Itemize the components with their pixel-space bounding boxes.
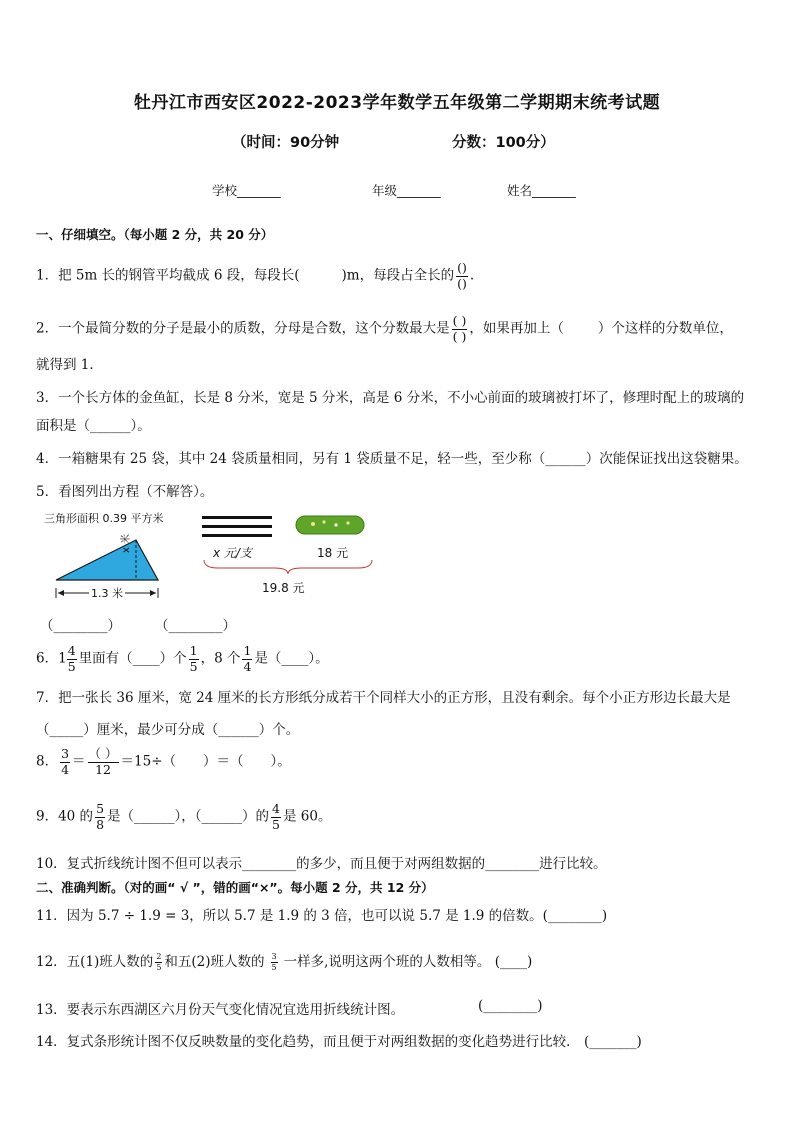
school-field: 学校_______	[212, 183, 281, 198]
q2-fraction-blank: $\frac{( )}{( )}$	[452, 313, 467, 344]
pencil-3	[202, 534, 272, 537]
q12-fraction-1: $\frac{2}{5}$	[156, 952, 162, 972]
q5-answer-blank-2[interactable]: （________）	[155, 618, 236, 634]
q6-fraction-3: $\frac{1}{4}$	[243, 643, 252, 674]
q9-text-c: 是 60。	[282, 808, 332, 825]
q2-text-a: 2．一个最简分数的分子是最小的质数，分母是合数，这个分数最大是	[36, 320, 450, 337]
q1-text-a: 1．把 5m 长的钢管平均截成 6 段，每段长(	[36, 267, 300, 284]
pencil-case-dot-2	[322, 520, 325, 523]
q9-text-a: 9．40 的	[36, 808, 94, 825]
pencil-case-dot-4	[346, 521, 349, 524]
pencil-1	[202, 516, 272, 519]
question-12	[36, 950, 532, 972]
grade-field: 年级_______	[372, 183, 441, 198]
price-label: x 元/支	[213, 546, 252, 560]
question-4: 4．一箱糖果有 25 袋，其中 24 袋质量相同，另有 1 袋质量不足，轻一些，至少称（______）次能保证找出这袋糖果。	[36, 451, 748, 467]
question-9	[36, 803, 331, 831]
base-arrow-left	[58, 590, 64, 596]
pencil-case-dot-1	[311, 522, 315, 526]
pencils-figure	[198, 512, 378, 574]
q12-text-a: 12．五(1)班人数的	[36, 954, 154, 970]
q5-answer-blank-1[interactable]: （________）	[40, 618, 121, 634]
q1-text-b: )m，每段占全长的	[341, 267, 455, 284]
q6-text-a: 6．1	[36, 650, 67, 667]
q13-answer-blank[interactable]: (________)	[478, 998, 543, 1014]
section2-heading: 二、准确判断。（对的画“ √ ”，错的画“×”。每小题 2 分，共 12 分）	[36, 880, 434, 895]
q9-fraction-1: $\frac{5}{8}$	[96, 801, 105, 832]
pencil-case	[296, 516, 364, 534]
question-7-line1: 7．把一张长 36 厘米，宽 24 厘米的长方形纸分成若干个同样大小的正方形，且没有剩余。每个小正方形边长最大是	[36, 690, 731, 706]
question-5: 5．看图列出方程（不解答）。	[36, 484, 214, 500]
q2-text-c: ）个这样的分数单位，	[597, 320, 733, 337]
q9-fraction-2: $\frac{4}{5}$	[272, 801, 280, 832]
q12-text-b: 和五(2)班人数的	[164, 954, 265, 970]
pencilcase-price-label: 18 元	[317, 546, 349, 560]
question-11: 11．因为 5.7 ÷ 1.9 = 3，所以 5.7 是 1.9 的 3 倍，也可以说 5.7 是 1.9 的倍数。(________)	[36, 908, 608, 924]
pencil-2	[202, 525, 272, 528]
q6-text-d: 是（____）。	[254, 650, 329, 667]
section1-heading: 一、仔细填空。（每小题 2 分，共 20 分）	[36, 227, 274, 242]
question-10: 10．复式折线统计图不但可以表示________的多少，而且便于对两组数据的________进行比较。	[36, 856, 607, 872]
question-2-line2: 就得到 1．	[36, 357, 103, 373]
q8-fraction-2: $\frac{( )}{12}$	[88, 746, 118, 777]
question-3-line2: 面积是（______）。	[36, 418, 151, 434]
exam-score: 分数：100分）	[452, 135, 555, 151]
q6-text-c: ，8 个	[200, 650, 241, 667]
name-field: 姓名_______	[507, 183, 576, 198]
total-brace	[204, 560, 372, 574]
q8-text-b: ＝15÷（ ）＝（ ）。	[120, 753, 291, 770]
triangle-area-caption: 三角形面积 0.39 平方米	[44, 512, 164, 525]
question-6	[36, 645, 329, 673]
page-title: 牡丹江市西安区2022-2023学年数学五年级第二学期期末统考试题	[133, 93, 661, 113]
height-label: x 米	[121, 533, 132, 553]
q2-text-b: ，如果再加上（	[469, 320, 564, 337]
exam-time: （时间：90分钟	[232, 135, 340, 151]
question-7-line2: （_____）厘米，最少可分成（______）个。	[36, 722, 300, 738]
q1-fraction-blank: $\frac{()}{()}$	[457, 260, 467, 291]
q12-text-c: 一样多,说明这两个班的人数相等。 (____)	[283, 954, 533, 970]
total-price-label: 19.8 元	[262, 581, 305, 595]
q6-fraction-2: $\frac{1}{5}$	[189, 643, 198, 674]
base-label: 1.3 米	[91, 587, 123, 600]
triangle-shape	[56, 540, 158, 580]
pencil-case-dot-3	[334, 523, 337, 526]
q9-text-b: 是（______），（______）的	[107, 808, 270, 825]
q1-text-c: .	[469, 267, 475, 284]
question-13: 13．要表示东西湖区六月份天气变化情况宜选用折线统计图。	[36, 1002, 405, 1018]
q6-text-b: 里面有（____）个	[78, 650, 187, 667]
q6-fraction-1: $\frac{4}{5}$	[67, 643, 76, 674]
question-3-line1: 3．一个长方体的金鱼缸，长是 8 分米，宽是 5 分米，高是 6 分米，不小心前面的玻璃被打坏了，修理时配上的玻璃的	[36, 390, 745, 406]
question-2	[36, 315, 733, 343]
q8-fraction-1: $\frac{3}{4}$	[61, 746, 70, 777]
base-arrow-right	[150, 590, 156, 596]
question-14: 14．复式条形统计图不仅反映数量的变化趋势，而且便于对两组数据的变化趋势进行比较． (_______)	[36, 1034, 642, 1050]
q8-equals: ＝	[72, 753, 86, 770]
question-1	[36, 262, 474, 290]
q12-fraction-2: $\frac{3}{5}$	[271, 952, 277, 972]
question-8	[36, 748, 291, 776]
q8-text-a: 8．	[36, 753, 59, 770]
